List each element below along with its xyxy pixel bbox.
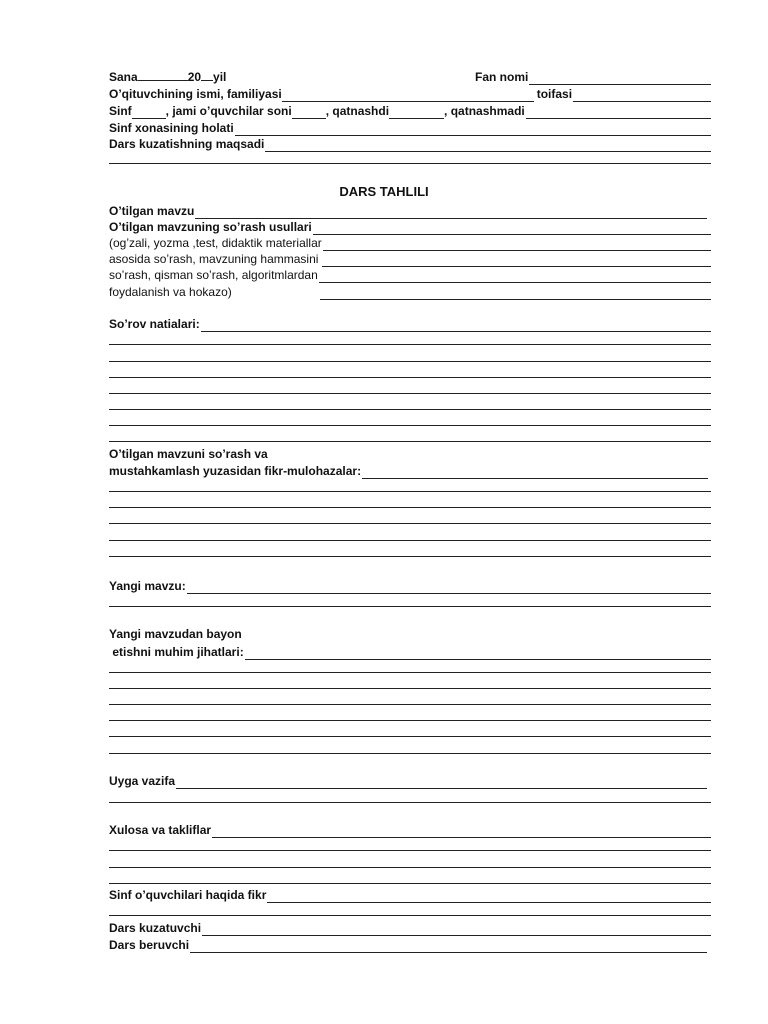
blank-line[interactable] bbox=[109, 850, 711, 851]
blank-line[interactable] bbox=[109, 409, 711, 410]
blank-line[interactable] bbox=[109, 491, 711, 492]
maqsadi-label: Dars kuzatishning maqsadi bbox=[109, 137, 265, 151]
page-title: DARS TAHLILI bbox=[339, 184, 429, 199]
jami-blank[interactable] bbox=[292, 107, 326, 119]
sinf-holati-blank[interactable] bbox=[235, 124, 711, 136]
usul-blank-2[interactable] bbox=[322, 255, 711, 267]
xulosa-label: Xulosa va takliflar bbox=[109, 823, 212, 837]
fan-nomi-field bbox=[475, 69, 711, 85]
usul-text-3: so’rash, qisman so’rash, algoritmlardan bbox=[109, 268, 318, 282]
topic-line bbox=[109, 203, 711, 219]
blank-line[interactable] bbox=[109, 163, 711, 164]
blank-line[interactable] bbox=[109, 377, 711, 378]
fan-nomi-label: Fan nomi bbox=[475, 70, 529, 84]
sinf-fikr-blank[interactable] bbox=[267, 891, 711, 903]
bayon-blank[interactable] bbox=[245, 648, 711, 660]
xulosa-blank[interactable] bbox=[212, 826, 711, 838]
sorov-natijalari-blank[interactable] bbox=[201, 320, 711, 332]
methods-note-1 bbox=[109, 235, 711, 251]
methods-note-2 bbox=[109, 251, 711, 267]
new-topic-line bbox=[109, 578, 711, 594]
blank-line[interactable] bbox=[109, 753, 711, 754]
sana-label: Sana bbox=[109, 70, 138, 84]
asking-methods-line bbox=[109, 219, 711, 235]
year-blank[interactable] bbox=[201, 69, 213, 81]
conclusions-line bbox=[109, 822, 711, 838]
yil-label: yil bbox=[213, 70, 227, 84]
blank-line[interactable] bbox=[109, 672, 711, 673]
qatnashdi-label: , qatnashdi bbox=[325, 104, 390, 118]
usul-text-1: (og’zali, yozma ,test, didaktik materiallar bbox=[109, 236, 322, 250]
explanation-heading-2 bbox=[109, 644, 711, 660]
blank-line[interactable] bbox=[109, 393, 711, 394]
qatnashdi-blank[interactable] bbox=[389, 107, 444, 119]
beruvchi-blank[interactable] bbox=[190, 941, 707, 953]
teacher-name-label: O’qituvchining ismi, familiyasi bbox=[109, 87, 282, 101]
uyga-vazifa-label: Uyga vazifa bbox=[109, 774, 176, 788]
yangi-mavzu-label: Yangi mavzu: bbox=[109, 579, 186, 593]
blank-line[interactable] bbox=[109, 507, 711, 508]
students-opinion-line bbox=[109, 887, 711, 903]
blank-line[interactable] bbox=[109, 441, 711, 442]
blank-line[interactable] bbox=[109, 344, 711, 345]
bayon-text-1: Yangi mavzudan bayon bbox=[109, 627, 242, 641]
sinf-fikr-label: Sinf o’quvchilari haqida fikr bbox=[109, 888, 267, 902]
blank-line[interactable] bbox=[109, 688, 711, 689]
qatnashmadi-blank[interactable] bbox=[526, 107, 711, 119]
maqsadi-blank[interactable] bbox=[265, 140, 711, 152]
uyga-vazifa-blank[interactable] bbox=[176, 777, 707, 789]
blank-line[interactable] bbox=[109, 556, 711, 557]
blank-line[interactable] bbox=[109, 361, 711, 362]
teacher-sign-line bbox=[109, 937, 711, 953]
opinion-heading-1 bbox=[109, 446, 711, 462]
sinf-blank[interactable] bbox=[132, 107, 166, 119]
room-state-line bbox=[109, 120, 711, 136]
sinf-holati-label: Sinf xonasining holati bbox=[109, 121, 234, 135]
methods-note-4 bbox=[109, 284, 711, 300]
date-subject-line bbox=[109, 69, 711, 85]
blank-line[interactable] bbox=[109, 704, 711, 705]
yangi-mavzu-blank[interactable] bbox=[187, 582, 711, 594]
survey-results-line bbox=[109, 316, 711, 332]
fikr-text-1: O’tilgan mavzuni so’rash va bbox=[109, 447, 268, 461]
qatnashmadi-label: , qatnashmadi bbox=[444, 104, 525, 118]
usul-blank-4[interactable] bbox=[320, 288, 711, 300]
bayon-text-2: etishni muhim jihatlari: bbox=[109, 645, 244, 659]
sinf-label: Sinf bbox=[109, 104, 132, 118]
teacher-line bbox=[109, 86, 711, 102]
blank-line[interactable] bbox=[109, 606, 711, 607]
fikr-text-2: mustahkamlash yuzasidan fikr-mulohazalar: bbox=[109, 464, 362, 478]
fan-nomi-blank[interactable] bbox=[529, 73, 711, 85]
methods-note-3 bbox=[109, 267, 711, 283]
class-line bbox=[109, 103, 711, 119]
otilgan-mavzu-blank[interactable] bbox=[195, 207, 707, 219]
sorash-usullari-label: O’tilgan mavzuning so’rash usullari bbox=[109, 220, 312, 234]
fikr-blank[interactable] bbox=[362, 467, 708, 479]
sana-blank[interactable] bbox=[138, 69, 188, 81]
toifasi-label: toifasi bbox=[536, 87, 573, 101]
beruvchi-label: Dars beruvchi bbox=[109, 938, 190, 952]
blank-line[interactable] bbox=[109, 883, 711, 884]
explanation-heading-1 bbox=[109, 626, 711, 642]
kuzatuvchi-label: Dars kuzatuvchi bbox=[109, 921, 202, 935]
toifasi-blank[interactable] bbox=[573, 90, 711, 102]
purpose-line bbox=[109, 136, 711, 152]
blank-line[interactable] bbox=[109, 425, 711, 426]
opinion-heading-2 bbox=[109, 463, 711, 479]
blank-line[interactable] bbox=[109, 540, 711, 541]
sorov-natijalari-label: So’rov natialari: bbox=[109, 317, 200, 331]
otilgan-mavzu-label: O’tilgan mavzu bbox=[109, 204, 195, 218]
usul-text-2: asosida so’rash, mavzuning hammasini bbox=[109, 252, 319, 266]
jami-label: , jami o’quvchilar soni bbox=[165, 104, 292, 118]
blank-line[interactable] bbox=[109, 523, 711, 524]
teacher-name-blank[interactable] bbox=[282, 90, 534, 102]
blank-line[interactable] bbox=[109, 915, 711, 916]
observer-line bbox=[109, 920, 711, 936]
blank-line[interactable] bbox=[109, 867, 711, 868]
blank-line[interactable] bbox=[109, 802, 711, 803]
usul-blank-1[interactable] bbox=[323, 239, 711, 251]
usul-text-4: foydalanish va hokazo) bbox=[109, 285, 232, 299]
year-prefix: 20 bbox=[187, 70, 202, 84]
usul-blank-3[interactable] bbox=[319, 271, 711, 283]
blank-line[interactable] bbox=[109, 736, 711, 737]
blank-line[interactable] bbox=[109, 720, 711, 721]
sorash-usullari-blank[interactable] bbox=[313, 223, 711, 235]
kuzatuvchi-blank[interactable] bbox=[202, 924, 711, 936]
homework-line bbox=[109, 773, 711, 789]
